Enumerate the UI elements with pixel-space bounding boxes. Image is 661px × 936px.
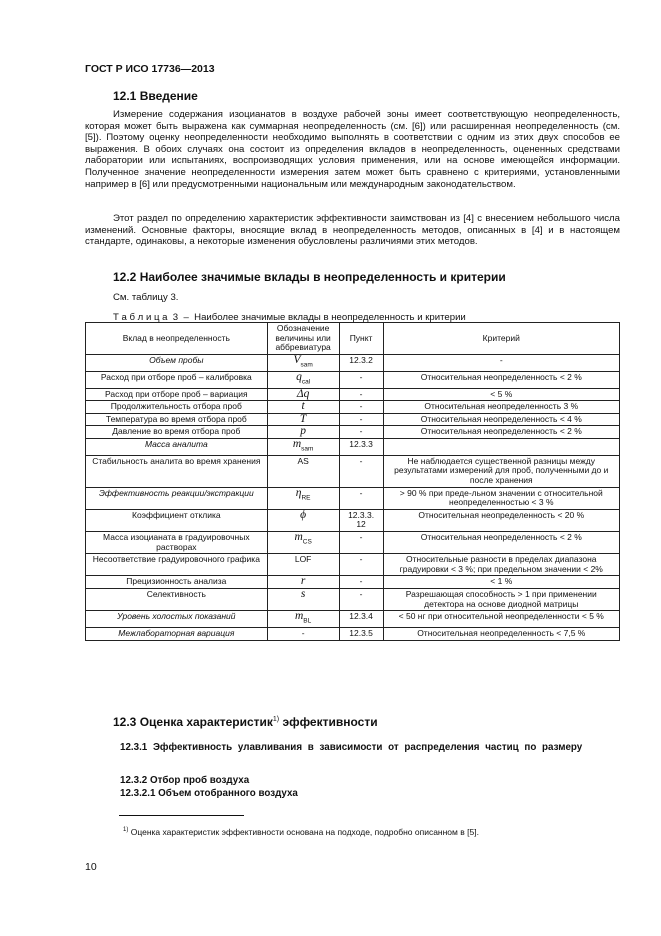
cell-criterion: Относительная неопределенность < 2 % <box>383 371 619 388</box>
cell-contribution: Масса аналита <box>86 438 268 455</box>
cell-symbol <box>267 354 339 371</box>
symbol <box>296 487 311 499</box>
table-caption: Т а б л и ц а 3 – Наиболее значимые вклады в неопределенность и критерии <box>113 312 466 323</box>
cell-criterion: < 1 % <box>383 576 619 589</box>
cell-criterion: Относительная неопределенность 3 % <box>383 401 619 414</box>
symbol-main: V <box>293 353 301 366</box>
section-12-3-title <box>113 715 378 729</box>
section-12-1-paragraph-1: Измерение содержания изоцианатов в воздухе рабочей зоны имеет соответствующую неопределенность, которая может быть выражена как суммарная неопределенность (см. [6]) или расширенная неопределенность (см. [5]). Поэтому оценку неопределенности необходимо выполнять в соответствии с одним из этих двух способов ее выражения. В обоих случаях она состоит из определения вкладов в неопределенность, оцененных средствами лаборатории или испытаниях, воспроизводящих условия применения, или на основе имеющейся информации. Полученное значение неопределенности измерения затем может быть сравнено с критериями, установленными например в [6] или предусмотренными национальным или международным законодательством. <box>85 109 620 190</box>
cell-symbol <box>267 531 339 553</box>
symbol-main: t <box>301 400 305 413</box>
cell-clause: - <box>339 554 383 576</box>
cell-contribution: Давление во время отбора проб <box>86 426 268 439</box>
table-reference: См. таблицу 3. <box>113 292 179 303</box>
symbol <box>296 371 310 383</box>
cell-criterion: - <box>383 354 619 371</box>
symbol-main: AS <box>297 455 309 466</box>
table-row <box>86 628 620 641</box>
cell-contribution: Масса изоцианата в градуировочных растворах <box>86 531 268 553</box>
symbol <box>300 509 306 521</box>
cell-symbol <box>267 371 339 388</box>
cell-contribution: Продолжительность отбора проб <box>86 401 268 414</box>
symbol-subscript: BL <box>303 617 312 625</box>
symbol-main: s <box>300 587 306 600</box>
cell-contribution: Расход при отборе проб – калибровка <box>86 371 268 388</box>
table-row <box>86 509 620 531</box>
table-3 <box>85 322 620 641</box>
cell-symbol <box>267 388 339 401</box>
cell-clause: - <box>339 455 383 487</box>
cell-contribution: Прецизионность анализа <box>86 576 268 589</box>
column-header: Обозначение величины или аббревиатура <box>267 323 339 355</box>
symbol-main: m <box>292 437 302 450</box>
symbol <box>294 530 312 546</box>
table-header-row <box>86 323 620 355</box>
symbol-main: ϕ <box>300 508 307 521</box>
cell-symbol <box>267 554 339 576</box>
column-header: Пункт <box>339 323 383 355</box>
symbol <box>301 588 305 600</box>
symbol-main: LOF <box>294 554 312 565</box>
cell-criterion: > 90 % при преде-льном значении с относительной неопределенностью < 3 % <box>383 487 619 509</box>
symbol-main: η <box>295 486 302 499</box>
table-row <box>86 438 620 455</box>
symbol-main: T <box>299 412 307 425</box>
symbol <box>301 575 305 587</box>
cell-clause: - <box>339 401 383 414</box>
subsection-12-3-2-1: 12.3.2.1 Объем отобранного воздуха <box>120 788 298 799</box>
table-row <box>86 401 620 414</box>
page-number: 10 <box>85 861 97 873</box>
cell-criterion: Относительная неопределенность < 2 % <box>383 531 619 553</box>
cell-criterion: Не наблюдается существенной разницы между результатами измерений для проб, полученными до и после хранения <box>383 455 619 487</box>
cell-clause: 12.3.3. 12 <box>339 509 383 531</box>
section-12-1-paragraph-2: Этот раздел по определению характеристик эффективности заимствован из [4] с внесением небольшого числа изменений. Основные факторы, вносящие вклад в неопределенность методов, описанных в [4] и в настоящем стандарте, одинаковы, а некоторые изменения обусловлены различиями этих методов. <box>85 213 620 248</box>
section-12-3-title-text: 12.3 Оценка характеристик <box>113 715 273 729</box>
cell-clause: 12.3.3 <box>339 438 383 455</box>
column-header: Вклад в неопределенность <box>86 323 268 355</box>
cell-contribution: Расход при отборе проб – вариация <box>86 388 268 401</box>
table-row <box>86 371 620 388</box>
symbol-subscript: sam <box>301 445 314 453</box>
symbol <box>294 610 312 625</box>
symbol-subscript: sam <box>300 361 313 369</box>
column-header: Критерий <box>383 323 619 355</box>
document-header: ГОСТ Р ИСО 17736—2013 <box>85 63 215 75</box>
cell-symbol <box>267 438 339 455</box>
cell-clause: - <box>339 388 383 401</box>
cell-clause: 12.3.2 <box>339 354 383 371</box>
table-row <box>86 588 620 610</box>
footnote-text: Оценка характеристик эффективности основана на подходе, подробно описанном в [5]. <box>130 827 479 837</box>
table-row <box>86 455 620 487</box>
table-row <box>86 487 620 509</box>
cell-contribution: Объем пробы <box>86 354 268 371</box>
cell-contribution: Несоответствие градуировочного графика <box>86 554 268 576</box>
table-row <box>86 611 620 628</box>
table-row <box>86 531 620 553</box>
symbol <box>300 413 306 425</box>
symbol-subscript: cal <box>301 377 311 385</box>
subsection-12-3-1: 12.3.1 Эффективность улавливания в зависимости от распределения частиц по размеру <box>120 742 583 753</box>
symbol <box>293 353 313 369</box>
cell-symbol <box>267 611 339 628</box>
cell-clause: - <box>339 371 383 388</box>
symbol-main: q <box>296 370 302 383</box>
symbol-subscript: CS <box>302 538 312 546</box>
symbol <box>297 388 310 400</box>
symbol <box>300 425 306 437</box>
footnote <box>123 827 479 837</box>
cell-symbol <box>267 487 339 509</box>
symbol <box>292 437 314 453</box>
cell-criterion: < 50 нг при относительной неопределенности < 5 % <box>383 611 619 628</box>
cell-criterion: Относительная неопределенность < 2 % <box>383 426 619 439</box>
cell-contribution: Уровень холостых показаний <box>86 611 268 628</box>
cell-contribution: Селективность <box>86 588 268 610</box>
symbol-main: m <box>294 530 303 543</box>
cell-symbol <box>267 588 339 610</box>
cell-clause: - <box>339 487 383 509</box>
symbol-main: - <box>301 628 305 639</box>
table-row <box>86 576 620 589</box>
cell-clause: 12.3.5 <box>339 628 383 641</box>
cell-criterion: Относительная неопределенность < 20 % <box>383 509 619 531</box>
cell-criterion: Относительная неопределенность < 4 % <box>383 413 619 426</box>
table-row <box>86 413 620 426</box>
cell-contribution: Стабильность аналита во время хранения <box>86 455 268 487</box>
cell-clause: - <box>339 426 383 439</box>
cell-symbol <box>267 455 339 487</box>
footnote-separator <box>119 815 244 816</box>
table-row <box>86 354 620 371</box>
symbol-main: r <box>300 575 306 588</box>
cell-criterion: Относительные разности в пределах диапазона градуировки < 3 %; при предельном значении < 2% <box>383 554 619 576</box>
footnote-reference: 1) <box>272 716 280 723</box>
cell-clause: - <box>339 588 383 610</box>
section-12-2-title: 12.2 Наиболее значимые вклады в неопределенность и критерии <box>113 270 506 284</box>
section-12-1-title: 12.1 Введение <box>113 89 198 103</box>
cell-symbol <box>267 576 339 589</box>
cell-clause: - <box>339 413 383 426</box>
cell-criterion: Разрешающая способность > 1 при применении детектора на основе диодной матрицы <box>383 588 619 610</box>
cell-contribution: Температура во время отбора проб <box>86 413 268 426</box>
cell-contribution: Коэффициент отклика <box>86 509 268 531</box>
cell-symbol <box>267 628 339 641</box>
table-row <box>86 554 620 576</box>
table-row <box>86 426 620 439</box>
cell-symbol <box>267 509 339 531</box>
symbol-main: m <box>294 610 304 623</box>
cell-criterion: < 5 % <box>383 388 619 401</box>
cell-clause: - <box>339 531 383 553</box>
footnote-mark: 1) <box>123 827 129 834</box>
cell-clause: 12.3.4 <box>339 611 383 628</box>
symbol <box>302 400 305 412</box>
section-12-3-title-end: эффективности <box>279 715 378 729</box>
cell-symbol <box>267 426 339 439</box>
cell-contribution: Эффективность реакции/экстракции <box>86 487 268 509</box>
table-row <box>86 388 620 401</box>
symbol-main: p <box>300 425 306 438</box>
cell-contribution: Межлабораторная вариация <box>86 628 268 641</box>
cell-symbol <box>267 401 339 414</box>
symbol-main: Δq <box>296 387 310 400</box>
cell-criterion: Относительная неопределенность < 7,5 % <box>383 628 619 641</box>
symbol-subscript: RE <box>301 493 311 501</box>
subsection-12-3-2: 12.3.2 Отбор проб воздуха <box>120 775 250 786</box>
cell-symbol <box>267 413 339 426</box>
cell-clause: - <box>339 576 383 589</box>
cell-criterion <box>383 438 619 455</box>
table-body <box>86 354 620 640</box>
